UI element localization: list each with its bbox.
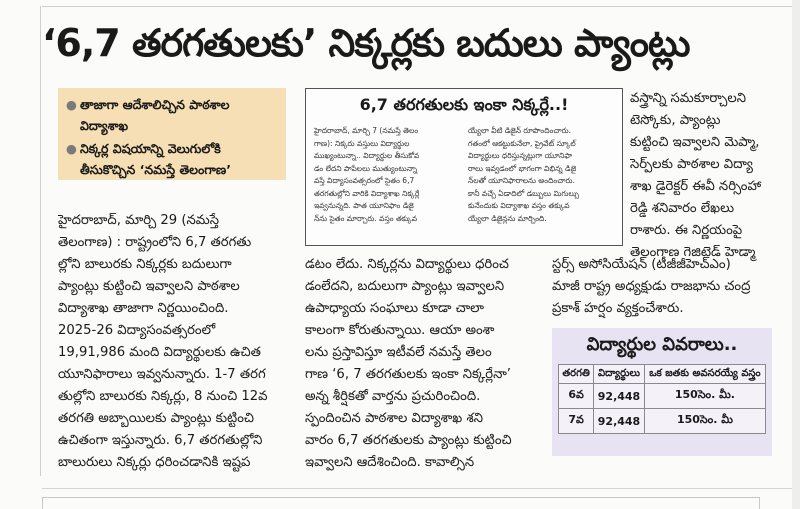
text-line: కునేందుకు విద్యాశాఖ వస్తం తక్కువ bbox=[468, 201, 570, 210]
article-column-1 bbox=[58, 210, 294, 474]
highlight-item bbox=[66, 138, 278, 180]
text-line: రెడ్డి శనివారం లేఖలు bbox=[630, 201, 735, 216]
text-line: న్‌లతో యూనిఫారాలను అందించారు. bbox=[468, 176, 575, 185]
top-rule bbox=[42, 6, 792, 7]
text-line: సెర్ప్‌లకు పాఠశాల విద్యా bbox=[630, 157, 753, 172]
text-line: య్యేలా వీటి డిజైన్ రూపొందించారు. bbox=[468, 126, 572, 135]
inset-left-column bbox=[314, 125, 460, 225]
text-line: తెలంగాణ గెజిటెడ్ హెడ్మా bbox=[630, 245, 756, 260]
text-line: డటం లేదు. నిక్కర్లను విద్యార్థులు ధరించ bbox=[305, 257, 509, 272]
next-article-box bbox=[42, 497, 760, 509]
text-line: య్యేలా డిజైన్లను మార్చింది. bbox=[468, 213, 547, 223]
page-edge bbox=[792, 0, 800, 509]
column-header: ఒక జతకు అవసరయ్యే వస్త్రం bbox=[644, 365, 765, 384]
text-line: విద్యాశాఖ తాజాగా నిర్ణయించింది. bbox=[58, 301, 229, 316]
text-line: బాలురులు నిక్కర్లు ధరించడానికి ఇష్టప bbox=[58, 455, 251, 470]
text-line: శాఖ డైరెక్టర్ ఈవీ నర్సింహా bbox=[630, 179, 762, 194]
text-line: ల్లోని బాలురకు నిక్కర్లకు బదులుగా bbox=[58, 257, 232, 272]
inset-title: 6,7 తరగతులకు ఇంకా నిక్కర్లే..! bbox=[359, 95, 569, 114]
text-line: కానీ వచ్చే ఏడాదిలో డబ్బులు మిగుల్చు bbox=[468, 188, 580, 198]
text-line: వస్త్రాన్ని సమకూర్చాలని bbox=[630, 91, 746, 106]
text-line: స్టర్స్ అసోసియేషన్ (టీజీజీహెచ్ఎం) bbox=[552, 257, 731, 272]
text-line: రాశారు. ఈ నిర్ణయంపై bbox=[630, 223, 743, 238]
text-line: వారం 6,7 తరగతులకు ప్యాంట్లు కుట్టించి bbox=[305, 433, 512, 448]
inset-box bbox=[305, 88, 623, 246]
column-header: తరగతి bbox=[559, 365, 594, 384]
text-line: రాలు ఇవ్వడంలో భాగంగా విభిన్న డిజై bbox=[468, 163, 577, 173]
text-line: డంలేదని, బదులుగా ప్యాంట్లు ఇవ్వాలని bbox=[305, 279, 505, 294]
text-line: కుట్టించి ఇవ్వాలని మెప్మా, bbox=[630, 135, 760, 150]
text-line: హైదరాబాద్, మార్చి 29 (నమస్తే bbox=[58, 213, 219, 228]
article-headline: ‘6,7 తరగతులకు’ నిక్కర్లకు బదులు ప్యాంట్లు bbox=[42, 21, 690, 65]
highlight-item bbox=[66, 94, 278, 136]
student-details-box bbox=[552, 328, 772, 456]
text-line: 2025-26 విద్యాసంవత్సరంలో bbox=[58, 323, 216, 338]
bottom-rule bbox=[42, 488, 792, 489]
highlight-text: తాజాగా ఆదేశాలిచ్చిన పాఠశాల విద్యాశాఖ bbox=[80, 97, 230, 133]
table-cell: 150సెం. మీ bbox=[644, 409, 765, 434]
details-title: విద్యార్థుల వివరాలు.. bbox=[586, 334, 738, 355]
bullet-icon: ● bbox=[66, 141, 77, 156]
text-line: అన్న శీర్షికతో వార్తను ప్రచురించింది. bbox=[305, 389, 481, 404]
text-line: మాజీ రాష్ట్ర అధ్యక్షుడు రాజభాను చంద్ర bbox=[552, 279, 751, 294]
text-line: ఉచితంగా ఇస్తున్నారు. 6,7 తరగతుల్లోని bbox=[58, 433, 263, 448]
text-line: తరగతి అబ్బాయిలకు ప్యాంట్లు కుట్టించి bbox=[58, 411, 255, 426]
text-line: తుల్లోని బాలురకు నిక్కర్లు, 8 నుంచి 12వ bbox=[58, 389, 268, 404]
text-line: విద్యార్థులు ధరిస్తున్నట్లుగా యూనిఫా bbox=[468, 151, 573, 160]
text-line: తెలంగాణ) : రాష్ట్రంలోని 6,7 తరగతు bbox=[58, 235, 252, 250]
text-line: టెస్కోకు, ప్యాంట్లు bbox=[630, 113, 721, 128]
text-line: స్పందించిన పాఠశాల విద్యాశాఖ శని bbox=[305, 411, 483, 426]
highlights-box bbox=[58, 88, 286, 180]
highlight-text: నిక్కర్ల విషయాన్ని వెలుగులోకి తీసుకొచ్చిన ‘నమస్తే తెలంగాణ’ bbox=[80, 141, 231, 177]
text-line: హైదరాబాద్, మార్చి 7 (నమస్తే తెలం bbox=[314, 126, 419, 135]
text-line: గాణ ‘6, 7 తరగతులకు ఇంకా నిక్కర్లేనా’ bbox=[305, 367, 511, 382]
article-column-2 bbox=[305, 254, 543, 474]
text-line: ఉపాధ్యాయ సంఘాలు కూడా చాలా bbox=[305, 301, 484, 316]
column-header: విద్యార్థులు bbox=[594, 365, 645, 384]
text-line: గతంలో ఆకట్టుకునేలా, ప్రైవేట్ స్కూల్ bbox=[468, 138, 576, 148]
inset-right-column bbox=[468, 125, 616, 225]
table-cell: 7వ bbox=[559, 409, 594, 434]
table-cell: 6వ bbox=[559, 384, 594, 409]
text-line: ఇవ్వనున్నది. పాత యూనిఫాం డిజై bbox=[314, 201, 414, 210]
bullet-icon: ● bbox=[66, 97, 77, 112]
table-cell: 92,448 bbox=[594, 384, 645, 409]
text-line: కాలంగా కోరుతున్నాయి. ఆయా అంశా bbox=[305, 323, 495, 338]
text-line: ప్యాంట్లు కుట్టించి ఇవ్వాలని పాఠశాల bbox=[58, 279, 240, 294]
text-line: తరగతుల్లోని వారికి విద్యాశాఖ నిక్కర్లే bbox=[314, 188, 420, 198]
text-line: వస్తే విద్యాసంవత్సరంలో సైతం 6,7 bbox=[314, 176, 415, 185]
text-line: ప్రకాశ్ హర్షం వ్యక్తంచేశారు. bbox=[552, 301, 684, 316]
text-line: న్‌ను సైతం మార్చారు. వస్తం తక్కువ bbox=[314, 213, 418, 223]
text-line: గాణ): నిక్కరు వస్తులు విద్యార్థుల bbox=[314, 138, 410, 148]
table-cell: 92,448 bbox=[594, 409, 645, 434]
text-line: డం లేదని పాపేలలు ముత్యుంటున్నా bbox=[314, 163, 418, 173]
text-line: లను ప్రస్తావిస్తూ ఇటీవలే నమస్తే తెలం bbox=[305, 345, 492, 360]
text-line: ముఖ్యంటున్నా.. విద్యార్థుల తీసుకోవ bbox=[314, 151, 420, 160]
text-line: 19,91,986 మంది విద్యార్థులకు ఉచిత bbox=[58, 345, 261, 360]
article-column-3 bbox=[630, 88, 790, 264]
article-column-3-continued bbox=[552, 254, 790, 320]
text-line: ఇవ్వాలని ఆదేశించింది. కావాల్సిన bbox=[305, 455, 475, 470]
text-line: యూనిఫారాలు ఇవ్వనున్నారు. 1-7 తరగ bbox=[58, 367, 266, 382]
left-rule bbox=[40, 6, 41, 476]
table-row bbox=[559, 384, 766, 409]
table-cell: 150సెం. మీ. bbox=[644, 384, 765, 409]
table-row bbox=[559, 409, 766, 434]
details-table bbox=[558, 364, 766, 434]
table-header-row bbox=[559, 365, 766, 384]
